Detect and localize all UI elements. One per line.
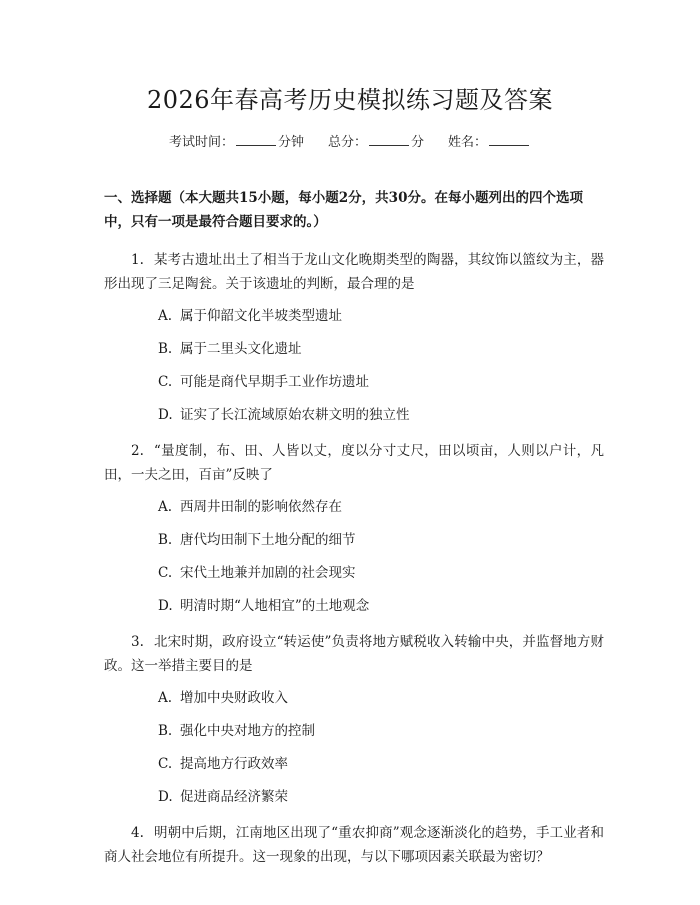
time-blank	[236, 132, 276, 146]
option-a: A. 增加中央财政收入	[158, 690, 288, 706]
question-number: 3.	[131, 634, 144, 650]
option-c: C. 宋代土地兼并加剧的社会现实	[158, 565, 356, 581]
question-number: 1.	[131, 252, 144, 268]
page-title: 2026年春高考历史模拟练习题及答案	[146, 86, 554, 114]
option-d: D. 明清时期“人地相宜”的土地观念	[158, 598, 370, 614]
question-text: 某考古遗址出土了相当于龙山文化晚期类型的陶器，其纹饰以篮纹为主，器形出现了三足陶瓮。关于该遗址的判断，最合理的是	[104, 252, 604, 292]
question-number: 4.	[131, 825, 144, 841]
question-text: “量度制，布、田、人皆以丈，度以分寸丈尺，田以顷亩，人则以户计，凡田，一夫之田，百亩”反映了	[104, 443, 604, 483]
question-3	[104, 630, 604, 807]
score-unit: 分	[411, 135, 425, 150]
exam-meta	[0, 132, 700, 153]
question-stem	[104, 630, 604, 678]
question-1	[104, 248, 604, 425]
option-a: A. 属于仰韶文化半坡类型遗址	[158, 308, 342, 324]
option-b: B. 属于二里头文化遗址	[158, 341, 302, 357]
option-a: A. 西周井田制的影响依然存在	[158, 499, 342, 515]
option-b: B. 强化中央对地方的控制	[158, 723, 315, 739]
time-unit: 分钟	[277, 135, 304, 150]
name-blank	[489, 132, 529, 146]
exam-content	[104, 186, 604, 879]
question-stem	[104, 821, 604, 869]
option-b: B. 唐代均田制下土地分配的细节	[158, 532, 356, 548]
question-text: 北宋时期，政府设立“转运使”负责将地方赋税收入转输中央，并监督地方财政。这一举措主要目的是	[104, 634, 604, 674]
question-4	[104, 821, 604, 869]
time-label: 考试时间：	[168, 135, 234, 150]
question-number: 2.	[131, 443, 144, 459]
option-d: D. 证实了长江流域原始农耕文明的独立性	[158, 407, 410, 423]
question-text: 明朝中后期，江南地区出现了“重农抑商”观念逐渐淡化的趋势，手工业者和商人社会地位有所提升。这一现象的出现，与以下哪项因素关联最为密切？	[104, 825, 604, 865]
score-label: 总分：	[327, 135, 367, 150]
option-c: C. 提高地方行政效率	[158, 756, 288, 772]
score-blank	[369, 132, 409, 146]
option-d: D. 促进商品经济繁荣	[158, 789, 288, 805]
question-2	[104, 439, 604, 616]
name-label: 姓名：	[448, 135, 488, 150]
question-stem	[104, 439, 604, 487]
option-c: C. 可能是商代早期手工业作坊遗址	[158, 374, 369, 390]
section-heading: 一、选择题（本大题共15小题，每小题2分，共30分。在每小题列出的四个选项中，只有一项是最符合题目要求的。）	[104, 190, 583, 230]
question-stem	[104, 248, 604, 296]
